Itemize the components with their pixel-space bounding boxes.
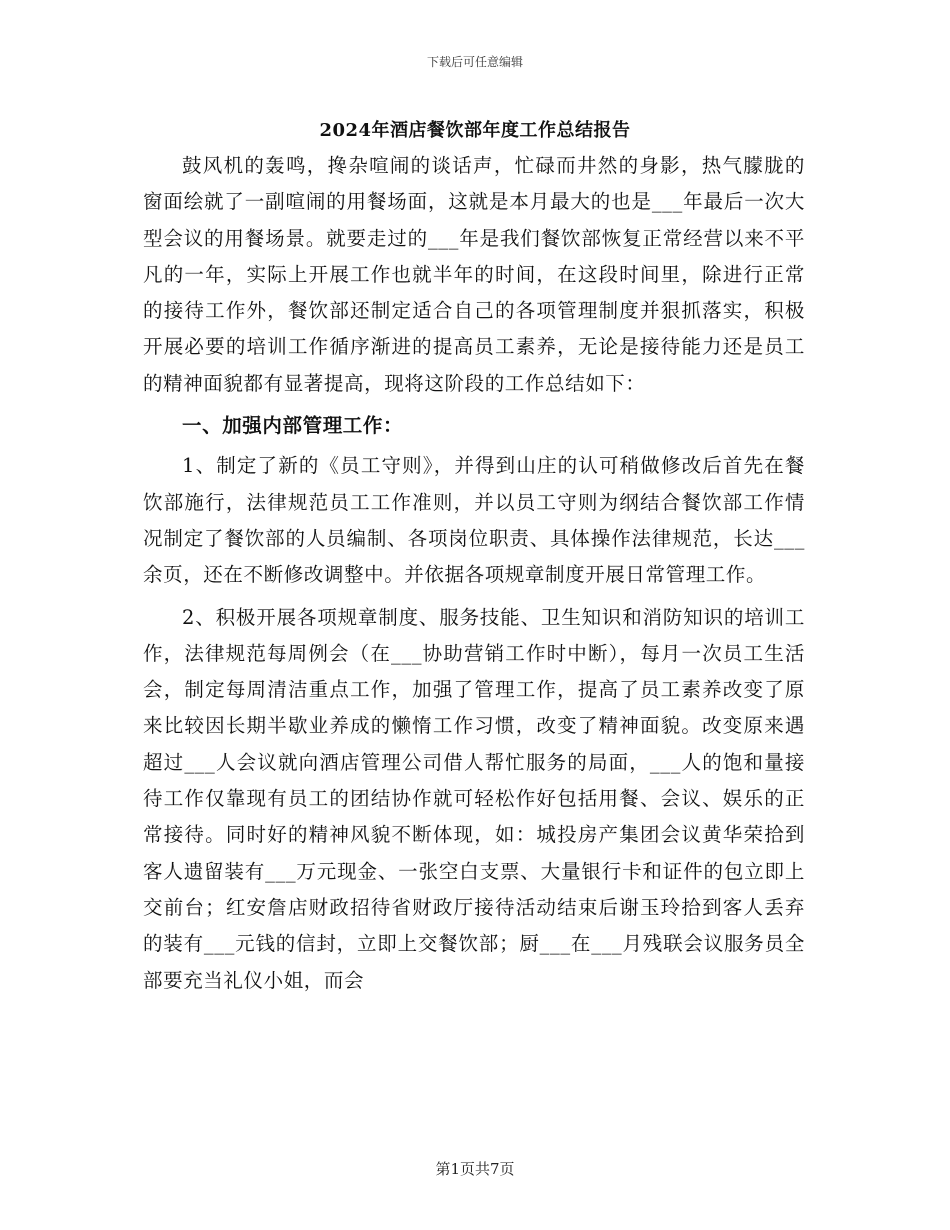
intro-paragraph: 鼓风机的轰鸣，搀杂喧闹的谈话声，忙碌而井然的身影，热气朦胧的窗面绘就了一副喧闹的用餐场面，这就是本月最大的也是___年最后一次大型会议的用餐场景。就要走过的___年是我们餐饮部恢复正常经营以来不平凡的一年，实际上开展工作也就半年的时间，在这段时间里，除进行正常的接待工作外，餐饮部还制定适合自己的各项管理制度并狠抓落实，积极开展必要的培训工作循序渐进的提高员工素养，无论是接待能力还是员工的精神面貌都有显著提高，现将这阶段的工作总结如下： <box>143 154 805 395</box>
item-paragraph-1: 1、制定了新的《员工守则》，并得到山庄的认可稍做修改后首先在餐饮部施行，法律规范员工工作准则，并以员工守则为纲结合餐饮部工作情况制定了餐饮部的人员编制、各项岗位职责、具体操作法律规范，长达___余页，还在不断修改调整中。并依据各项规章制度开展日常管理工作。 <box>143 454 805 587</box>
section-heading: 一、加强内部管理工作： <box>182 414 404 438</box>
document-body <box>143 148 805 1005</box>
document-title: 2024年酒店餐饮部年度工作总结报告 <box>319 120 631 141</box>
page-footer: 第1页共7页 <box>435 1160 515 1178</box>
item-paragraph-2: 2、积极开展各项规章制度、服务技能、卫生知识和消防知识的培训工作，法律规范每周例会（在___协助营销工作时中断），每月一次员工生活会，制定每周清洁重点工作，加强了管理工作，提高了员工素养改变了原来比较因长期半歇业养成的懒惰工作习惯，改变了精神面貌。改变原来遇超过___人会议就向酒店管理公司借人帮忙服务的局面，___人的饱和量接待工作仅靠现有员工的团结协作就可轻松作好包括用餐、会议、娱乐的正常接待。同时好的精神风貌不断体现，如：城投房产集团会议黄华荣拾到客人遗留装有___万元现金、一张空白支票、大量银行卡和证件的包立即上交前台；红安詹店财政招待省财政厅接待活动结束后谢玉玲拾到客人丢弃的装有___元钱的信封，立即上交餐饮部；厨___在___月残联会议服务员全部要充当礼仪小姐，而会 <box>143 605 805 992</box>
header-note: 下载后可任意编辑 <box>426 55 523 69</box>
